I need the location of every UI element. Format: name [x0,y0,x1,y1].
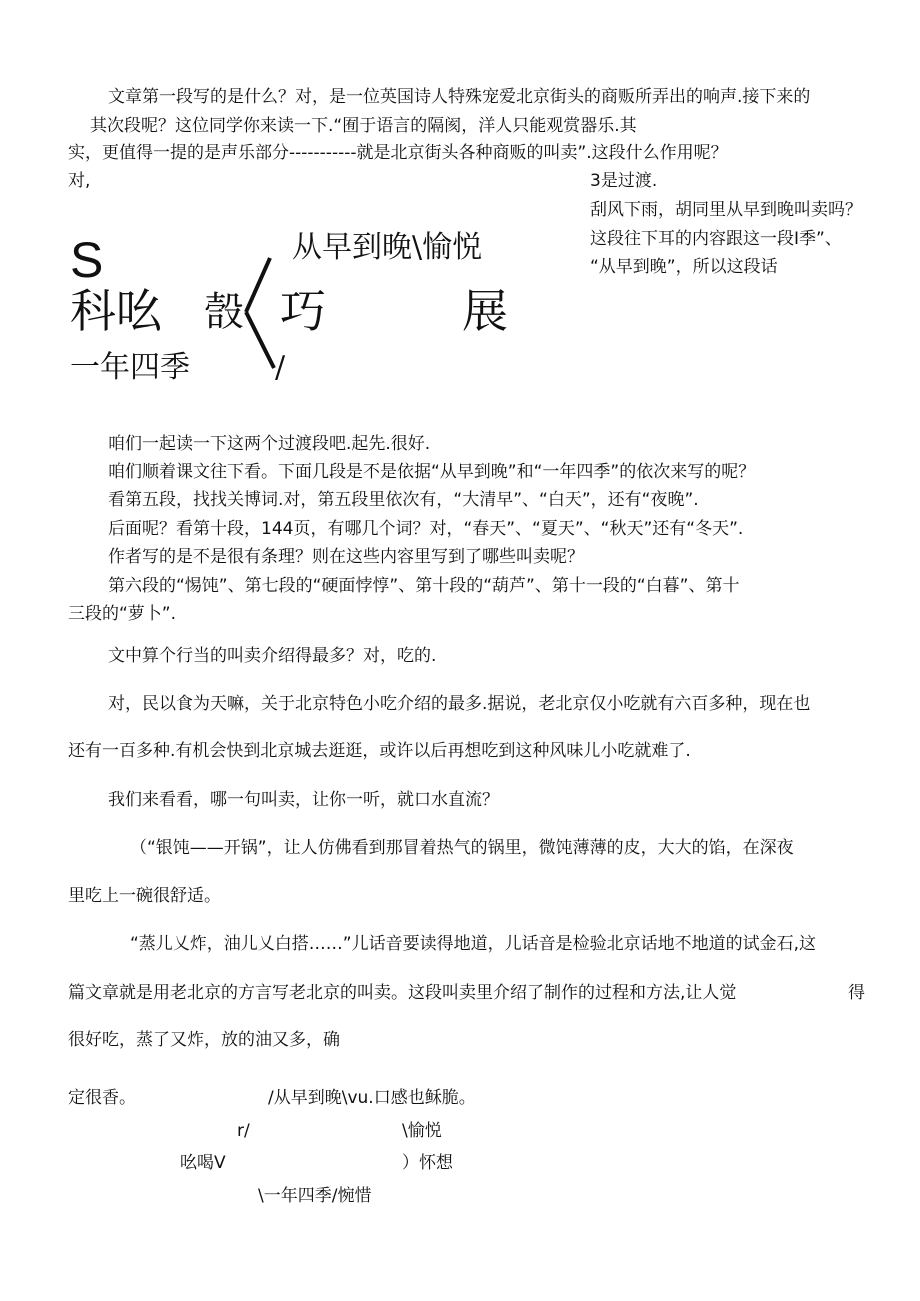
paragraph-5: 作者写的是不是很有条理？则在这些内容里写到了哪些叫卖呢？ [108,547,584,567]
text-line-1: 文章第一段写的是什么？对，是一位英国诗人特殊宠爱北京街头的商贩所弄出的响声.接下来的 [108,87,811,107]
paragraph-4: 后面呢？看第十段，144页，有哪几个词？对，“春天”、“夏天”、“秋天”还有“冬天”. [108,519,744,539]
right-note-1: 3是过渡. [590,171,658,191]
paragraph-15: 篇文章就是用老北京的方言写老北京的叫卖。这段叫卖里介绍了制作的过程和方法,让人觉 [68,983,737,1003]
paragraph-10: 还有一百多种.有机会快到北京城去逛逛，或许以后再想吃到这种风味儿小吃就难了. [68,741,691,761]
bottom-board-line-2: r/ [237,1121,250,1141]
paragraph-8: 文中算个行当的叫卖介绍得最多？对，吃的. [108,646,437,666]
paragraph-9: 对，民以食为天嘛，关于北京特色小吃介绍的最多.据说，老北京仅小吃就有六百多种，现在也 [108,694,811,714]
bracket-upper-stroke [246,258,270,312]
board-row-a: 科吆 [70,284,162,338]
bottom-board-line-1: /从早到晚\vu.口感也稣脆。 [268,1088,476,1108]
bottom-board-line-4: 吆喝V [180,1153,226,1173]
right-note-4: “从早到晚”，所以这段话 [590,257,778,277]
paragraph-12: （“银饨——开锅”，让人仿佛看到那冒着热气的锅里，微饨薄薄的皮，大大的馅，在深夜 [130,838,794,858]
paragraph-2: 咱们顺着课文往下看。下面几段是不是依据“从早到晚”和“一年四季”的依次来写的呢？ [108,462,756,482]
paragraph-7: 三段的“萝卜”. [68,604,177,624]
text-line-3: 实，更值得一提的是声乐部分-----------就是北京街头各种商贩的叫卖”.这段什么作用呢？ [68,143,728,163]
text-line-2: 其次段呢？这位同学你来读一下.“囿于语言的隔阂，洋人只能观赏器乐.其 [90,116,637,136]
bottom-board-line-5: ）怀想 [402,1153,453,1173]
bracket-lower-stroke [246,312,274,368]
board-s-mark: S [70,232,104,288]
right-note-3: 这段往下耳的内容跟这一段I季”、 [590,229,842,249]
board-slash: / [275,350,286,385]
board-bottom-branch: 一年四季 [70,350,190,385]
board-row-c: 巧 [280,284,326,338]
paragraph-17: 定很香。 [68,1088,136,1108]
right-note-2: 刮风下雨，胡同里从早到晚叫卖吗？ [590,200,862,220]
paragraph-15-end: 得 [848,983,865,1003]
paragraph-3: 看第五段，找找关博词.对，第五段里依次有，“大清早”、“白天”，还有“夜晚”. [108,490,699,510]
paragraph-16: 很好吃，蒸了又炸，放的油又多，确 [68,1030,340,1050]
text-line-4: 对, [68,171,91,191]
paragraph-14: “蒸儿乂炸，油儿乂白搭……”儿话音要读得地道，儿话音是检验北京话地不地道的试金石,这 [130,934,817,954]
board-row-b: 嗀 [204,289,244,335]
paragraph-13: 里吃上一碗很舒适。 [68,886,221,906]
paragraph-1: 咱们一起读一下这两个过渡段吧.起先.很好. [108,434,431,454]
board-top-branch: 从早到晚\愉悦 [292,230,483,265]
board-row-d: 展 [462,284,508,338]
bottom-board-line-3: \愉悦 [402,1121,442,1141]
bottom-board-line-6: \一年四季/惋惜 [258,1186,372,1206]
paragraph-11: 我们来看看，哪一句叫卖，让你一听，就口水直流？ [108,790,499,810]
paragraph-6: 第六段的“惕饨”、第七段的“硬面悖惇”、第十段的“葫芦”、第十一段的“白暮”、第十 [108,576,740,596]
